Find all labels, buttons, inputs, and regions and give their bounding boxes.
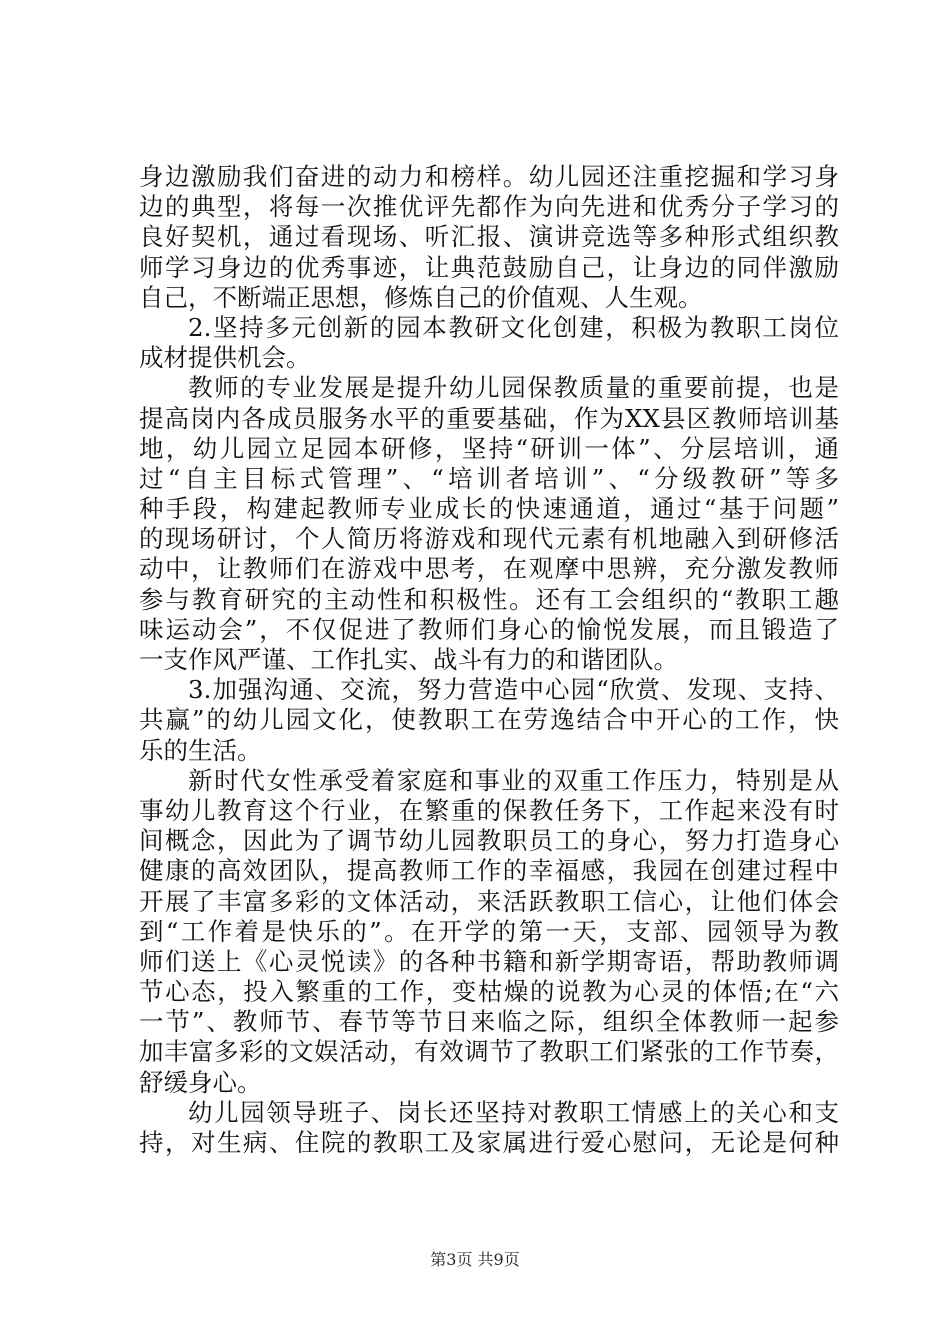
text-line: 开展了丰富多彩的文体活动，来活跃教职工信心，让他们体会 xyxy=(139,886,839,916)
text-line: 师学习身边的优秀事迹，让典范鼓励自己，让身边的同伴激励 xyxy=(139,252,839,282)
text-line: 到“工作着是快乐的”。在开学的第一天，支部、园领导为教 xyxy=(139,916,839,946)
text-line: 味运动会”，不仅促进了教师们身心的愉悦发展，而且锻造了 xyxy=(139,614,839,644)
text-line: 自己，不断端正思想，修炼自己的价值观、人生观。 xyxy=(139,282,703,312)
text-line: 边的典型，将每一次推优评先都作为向先进和优秀分子学习的 xyxy=(139,192,839,222)
text-line: 一节”、教师节、春节等节日来临之际，组织全体教师一起参 xyxy=(139,1007,839,1037)
text-line: 提高岗内各成员服务水平的重要基础，作为XX县区教师培训基 xyxy=(139,403,839,433)
section-heading-cont: 共赢”的幼儿园文化，使教职工在劳逸结合中开心的工作，快 xyxy=(139,705,839,735)
text-line: 事幼儿教育这个行业，在繁重的保教任务下，工作起来没有时 xyxy=(139,795,839,825)
text-line: 地，幼儿园立足园本研修，坚持“研训一体”、分层培训，通 xyxy=(139,433,839,463)
paragraph-start: 教师的专业发展是提升幼儿园保教质量的重要前提，也是 xyxy=(188,373,839,403)
section-heading-end: 乐的生活。 xyxy=(139,735,262,765)
text-line: 过“自主目标式管理”、“培训者培训”、“分级教研”等多 xyxy=(139,463,839,493)
text-line: 参与教育研究的主动性和积极性。还有工会组织的“教职工趣 xyxy=(139,584,839,614)
text-line: 身边激励我们奋进的动力和榜样。幼儿园还注重挖掘和学习身 xyxy=(139,162,839,191)
section-heading: 2.坚持多元创新的园本教研文化创建，积极为教职工岗位 xyxy=(188,312,839,342)
text-line: 健康的高效团队，提高教师工作的幸福感，我园在创建过程中 xyxy=(139,856,839,886)
text-line: 加丰富多彩的文娱活动，有效调节了教职工们紧张的工作节奏， xyxy=(139,1037,839,1067)
text-line: 持，对生病、住院的教职工及家属进行爱心慰问，无论是何种 xyxy=(139,1128,839,1157)
text-line: 间概念，因此为了调节幼儿园教职员工的身心，努力打造身心 xyxy=(139,826,839,856)
text-line: 师们送上《心灵悦读》的各种书籍和新学期寄语，帮助教师调 xyxy=(139,946,839,976)
document-body xyxy=(139,162,839,1158)
text-line: 良好契机，通过看现场、听汇报、演讲竞选等多种形式组织教 xyxy=(139,222,839,252)
section-heading: 3.加强沟通、交流，努力营造中心园“欣赏、发现、支持、 xyxy=(188,675,839,705)
text-line: 舒缓身心。 xyxy=(139,1067,262,1097)
paragraph-start: 新时代女性承受着家庭和事业的双重工作压力，特别是从 xyxy=(188,765,839,795)
page-number: 第3页 共9页 xyxy=(430,1250,520,1269)
text-line: 节心态，投入繁重的工作，变枯燥的说教为心灵的体悟;在“六 xyxy=(139,977,839,1007)
text-line: 的现场研讨，个人简历将游戏和现代元素有机地融入到研修活 xyxy=(139,524,839,554)
text-line: 动中，让教师们在游戏中思考，在观摩中思辨，充分激发教师 xyxy=(139,554,839,584)
paragraph-start: 幼儿园领导班子、岗长还坚持对教职工情感上的关心和支 xyxy=(188,1097,839,1127)
section-heading-end: 成材提供机会。 xyxy=(139,343,311,373)
text-line: 一支作风严谨、工作扎实、战斗有力的和谐团队。 xyxy=(139,645,678,674)
text-line: 种手段，构建起教师专业成长的快速通道，通过“基于问题” xyxy=(139,494,839,524)
